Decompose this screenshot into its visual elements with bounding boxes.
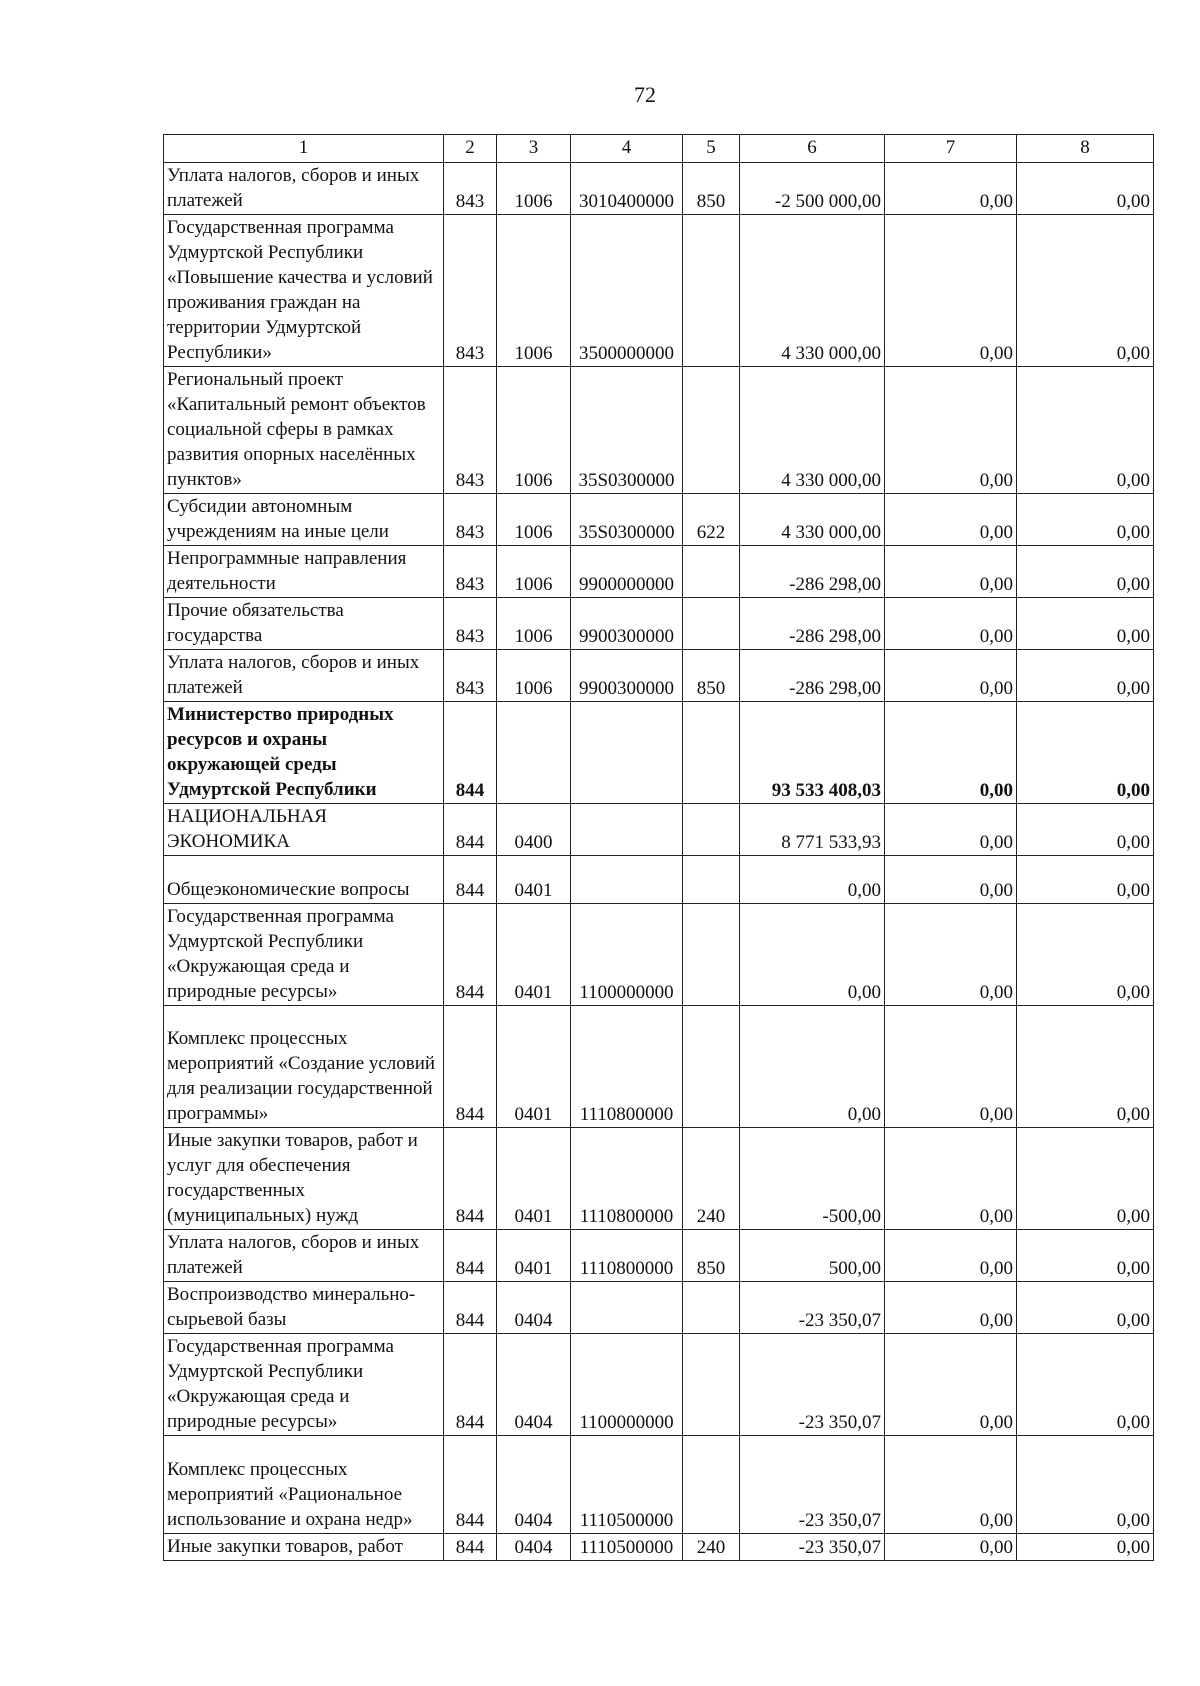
row-target-code: 35S0300000 <box>571 367 683 494</box>
table-row <box>164 702 1154 804</box>
table-body <box>164 163 1154 1561</box>
row-section-code: 1006 <box>497 215 571 367</box>
row-expense-type <box>683 702 740 804</box>
row-amount-year3: 0,00 <box>1017 1436 1154 1534</box>
row-ministry-code: 844 <box>444 1534 497 1561</box>
row-name: Региональный проект «Капитальный ремонт объектов социальной сферы в рамках развития опорных населённых пунктов» <box>164 367 444 494</box>
row-ministry-code: 843 <box>444 163 497 215</box>
row-target-code: 3010400000 <box>571 163 683 215</box>
row-section-code: 0400 <box>497 804 571 856</box>
row-section-code: 0401 <box>497 1230 571 1282</box>
page-number: 72 <box>634 82 656 107</box>
table-row <box>164 856 1154 904</box>
row-target-code: 1110800000 <box>571 1230 683 1282</box>
row-expense-type <box>683 1282 740 1334</box>
table-row <box>164 215 1154 367</box>
row-expense-type <box>683 1334 740 1436</box>
row-name: НАЦИОНАЛЬНАЯ ЭКОНОМИКА <box>164 804 444 856</box>
row-target-code: 35S0300000 <box>571 494 683 546</box>
row-amount-year3: 0,00 <box>1017 598 1154 650</box>
row-ministry-code: 843 <box>444 215 497 367</box>
row-amount-year3: 0,00 <box>1017 804 1154 856</box>
row-name: Субсидии автономным учреждениям на иные цели <box>164 494 444 546</box>
table-row <box>164 1334 1154 1436</box>
row-amount-year3: 0,00 <box>1017 546 1154 598</box>
row-target-code: 1110500000 <box>571 1534 683 1561</box>
row-ministry-code: 844 <box>444 904 497 1006</box>
row-amount: 0,00 <box>740 904 885 1006</box>
table-row <box>164 1282 1154 1334</box>
row-amount-year3: 0,00 <box>1017 215 1154 367</box>
row-expense-type: 850 <box>683 650 740 702</box>
row-section-code: 0404 <box>497 1282 571 1334</box>
row-name: Государственная программа Удмуртской Республики «Окружающая среда и природные ресурсы» <box>164 904 444 1006</box>
row-amount: -286 298,00 <box>740 598 885 650</box>
row-section-code: 1006 <box>497 598 571 650</box>
row-amount-year2: 0,00 <box>885 494 1017 546</box>
row-section-code: 0401 <box>497 1006 571 1128</box>
col-header-1: 1 <box>164 135 444 163</box>
row-expense-type <box>683 367 740 494</box>
row-ministry-code: 843 <box>444 650 497 702</box>
table-row <box>164 546 1154 598</box>
table-row <box>164 1230 1154 1282</box>
row-name: Государственная программа Удмуртской Республики «Окружающая среда и природные ресурсы» <box>164 1334 444 1436</box>
row-name: Уплата налогов, сборов и иных платежей <box>164 650 444 702</box>
row-amount-year3: 0,00 <box>1017 904 1154 1006</box>
row-name: Непрограммные направления деятельности <box>164 546 444 598</box>
row-amount-year2: 0,00 <box>885 598 1017 650</box>
row-amount-year2: 0,00 <box>885 702 1017 804</box>
row-ministry-code: 844 <box>444 856 497 904</box>
col-header-3: 3 <box>497 135 571 163</box>
row-amount-year2: 0,00 <box>885 904 1017 1006</box>
row-ministry-code: 843 <box>444 598 497 650</box>
row-target-code <box>571 856 683 904</box>
row-ministry-code: 844 <box>444 804 497 856</box>
row-section-code <box>497 702 571 804</box>
row-amount-year2: 0,00 <box>885 804 1017 856</box>
table-row <box>164 367 1154 494</box>
row-amount: 500,00 <box>740 1230 885 1282</box>
row-expense-type <box>683 804 740 856</box>
row-amount: -23 350,07 <box>740 1282 885 1334</box>
row-expense-type <box>683 856 740 904</box>
row-section-code: 0404 <box>497 1436 571 1534</box>
col-header-6: 6 <box>740 135 885 163</box>
row-target-code: 9900000000 <box>571 546 683 598</box>
row-amount: 93 533 408,03 <box>740 702 885 804</box>
row-expense-type <box>683 904 740 1006</box>
row-expense-type: 240 <box>683 1534 740 1561</box>
row-amount-year3: 0,00 <box>1017 702 1154 804</box>
row-target-code: 1110800000 <box>571 1006 683 1128</box>
row-target-code: 9900300000 <box>571 598 683 650</box>
row-ministry-code: 844 <box>444 1230 497 1282</box>
row-target-code: 1110800000 <box>571 1128 683 1230</box>
row-name: Воспроизводство минерально-сырьевой базы <box>164 1282 444 1334</box>
row-expense-type <box>683 546 740 598</box>
row-expense-type: 850 <box>683 163 740 215</box>
row-name: Комплекс процессных мероприятий «Рациональное использование и охрана недр» <box>164 1436 444 1534</box>
row-amount-year2: 0,00 <box>885 1230 1017 1282</box>
row-amount-year3: 0,00 <box>1017 1282 1154 1334</box>
row-target-code <box>571 702 683 804</box>
row-section-code: 0401 <box>497 904 571 1006</box>
row-name: Иные закупки товаров, работ и услуг для обеспечения государственных (муниципальных) нужд <box>164 1128 444 1230</box>
table-row <box>164 598 1154 650</box>
row-target-code <box>571 804 683 856</box>
row-target-code: 9900300000 <box>571 650 683 702</box>
row-expense-type <box>683 1436 740 1534</box>
row-expense-type: 622 <box>683 494 740 546</box>
row-amount-year3: 0,00 <box>1017 494 1154 546</box>
row-name: Государственная программа Удмуртской Республики «Повышение качества и условий проживания граждан на территории Удмуртской Республики» <box>164 215 444 367</box>
table-row <box>164 904 1154 1006</box>
row-amount-year2: 0,00 <box>885 1006 1017 1128</box>
row-name: Иные закупки товаров, работ <box>164 1534 444 1561</box>
col-header-5: 5 <box>683 135 740 163</box>
row-expense-type: 240 <box>683 1128 740 1230</box>
row-amount-year2: 0,00 <box>885 1282 1017 1334</box>
row-amount-year3: 0,00 <box>1017 1128 1154 1230</box>
row-amount: 0,00 <box>740 856 885 904</box>
row-ministry-code: 843 <box>444 367 497 494</box>
row-amount-year3: 0,00 <box>1017 367 1154 494</box>
row-section-code: 0401 <box>497 1128 571 1230</box>
row-amount-year2: 0,00 <box>885 1436 1017 1534</box>
row-amount: 4 330 000,00 <box>740 494 885 546</box>
row-section-code: 1006 <box>497 163 571 215</box>
row-ministry-code: 844 <box>444 1334 497 1436</box>
col-header-7: 7 <box>885 135 1017 163</box>
row-amount-year3: 0,00 <box>1017 1006 1154 1128</box>
row-amount: 8 771 533,93 <box>740 804 885 856</box>
row-amount-year2: 0,00 <box>885 1534 1017 1561</box>
table-row <box>164 1128 1154 1230</box>
row-section-code: 0404 <box>497 1534 571 1561</box>
row-amount-year2: 0,00 <box>885 215 1017 367</box>
table-row <box>164 804 1154 856</box>
row-target-code: 1110500000 <box>571 1436 683 1534</box>
header-row <box>164 135 1154 163</box>
row-section-code: 0404 <box>497 1334 571 1436</box>
row-section-code: 1006 <box>497 494 571 546</box>
table-row <box>164 163 1154 215</box>
row-amount-year3: 0,00 <box>1017 163 1154 215</box>
row-ministry-code: 843 <box>444 546 497 598</box>
row-amount: 4 330 000,00 <box>740 367 885 494</box>
row-expense-type <box>683 1006 740 1128</box>
row-section-code: 1006 <box>497 367 571 494</box>
row-amount: -23 350,07 <box>740 1436 885 1534</box>
row-amount: -23 350,07 <box>740 1334 885 1436</box>
row-amount-year3: 0,00 <box>1017 1230 1154 1282</box>
row-section-code: 1006 <box>497 650 571 702</box>
row-amount-year3: 0,00 <box>1017 856 1154 904</box>
row-expense-type: 850 <box>683 1230 740 1282</box>
row-amount: 0,00 <box>740 1006 885 1128</box>
table-row <box>164 494 1154 546</box>
row-amount-year2: 0,00 <box>885 856 1017 904</box>
row-name: Общеэкономические вопросы <box>164 856 444 904</box>
col-header-8: 8 <box>1017 135 1154 163</box>
row-ministry-code: 844 <box>444 1128 497 1230</box>
table-row <box>164 1006 1154 1128</box>
row-amount: -286 298,00 <box>740 546 885 598</box>
row-target-code: 3500000000 <box>571 215 683 367</box>
row-amount-year2: 0,00 <box>885 367 1017 494</box>
row-name: Министерство природных ресурсов и охраны окружающей среды Удмуртской Республики <box>164 702 444 804</box>
row-amount: -500,00 <box>740 1128 885 1230</box>
row-target-code <box>571 1282 683 1334</box>
row-section-code: 0401 <box>497 856 571 904</box>
row-ministry-code: 844 <box>444 1006 497 1128</box>
row-ministry-code: 843 <box>444 494 497 546</box>
row-amount-year2: 0,00 <box>885 163 1017 215</box>
row-amount-year2: 0,00 <box>885 546 1017 598</box>
table-row <box>164 1436 1154 1534</box>
col-header-2: 2 <box>444 135 497 163</box>
col-header-4: 4 <box>571 135 683 163</box>
row-name: Уплата налогов, сборов и иных платежей <box>164 163 444 215</box>
row-section-code: 1006 <box>497 546 571 598</box>
row-name: Комплекс процессных мероприятий «Создание условий для реализации государственной программы» <box>164 1006 444 1128</box>
row-amount-year3: 0,00 <box>1017 1534 1154 1561</box>
row-amount: -286 298,00 <box>740 650 885 702</box>
row-amount: 4 330 000,00 <box>740 215 885 367</box>
row-amount-year2: 0,00 <box>885 1334 1017 1436</box>
row-amount-year3: 0,00 <box>1017 1334 1154 1436</box>
row-amount: -23 350,07 <box>740 1534 885 1561</box>
row-name: Уплата налогов, сборов и иных платежей <box>164 1230 444 1282</box>
row-amount-year2: 0,00 <box>885 650 1017 702</box>
row-expense-type <box>683 598 740 650</box>
row-amount: -2 500 000,00 <box>740 163 885 215</box>
row-amount-year2: 0,00 <box>885 1128 1017 1230</box>
row-ministry-code: 844 <box>444 702 497 804</box>
row-ministry-code: 844 <box>444 1282 497 1334</box>
row-ministry-code: 844 <box>444 1436 497 1534</box>
row-expense-type <box>683 215 740 367</box>
row-target-code: 1100000000 <box>571 904 683 1006</box>
table-row <box>164 650 1154 702</box>
row-amount-year3: 0,00 <box>1017 650 1154 702</box>
row-target-code: 1100000000 <box>571 1334 683 1436</box>
table-row <box>164 1534 1154 1561</box>
row-name: Прочие обязательства государства <box>164 598 444 650</box>
budget-table <box>163 134 1154 1561</box>
